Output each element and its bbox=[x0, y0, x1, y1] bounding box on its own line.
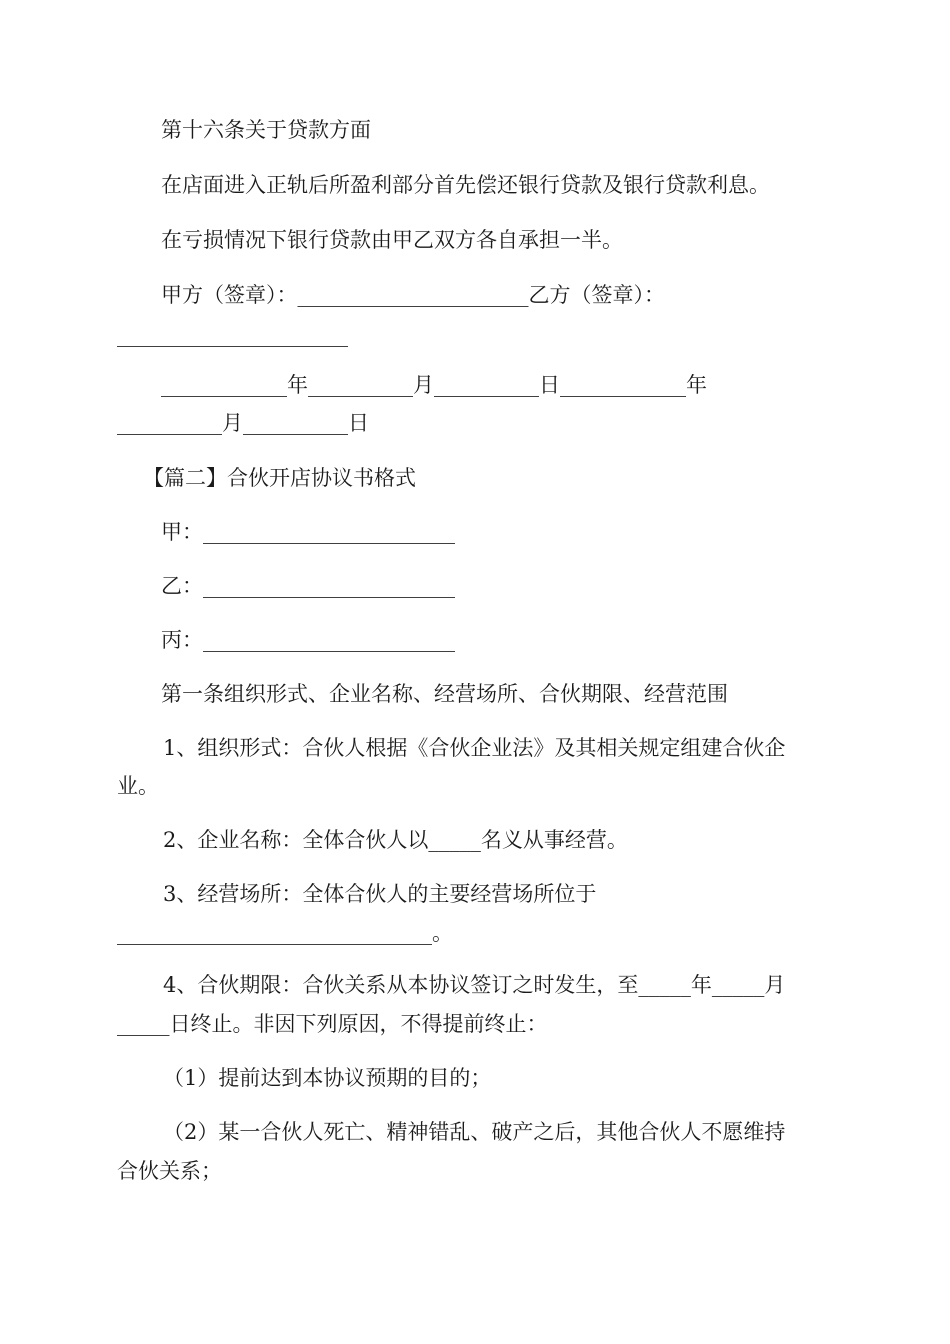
date-line-2: __________月__________日 bbox=[117, 411, 369, 435]
sub-clause-1: （1）提前达到本协议预期的目的； bbox=[163, 1066, 492, 1090]
date-line-1: ____________年__________月__________日____________年 bbox=[161, 373, 707, 397]
sub-clause-2-line-2: 合伙关系； bbox=[117, 1159, 222, 1183]
clause-4-line-1: 4、合伙期限：合伙关系从本协议签订之时发生，至_____年_____月 bbox=[163, 973, 786, 997]
article-16-heading: 第十六条关于贷款方面 bbox=[161, 118, 371, 142]
clause-1-line-2: 业。 bbox=[117, 774, 159, 798]
party-c-line: 丙：________________________ bbox=[161, 628, 455, 652]
party-a-line: 甲：________________________ bbox=[161, 520, 455, 544]
clause-3-line-1: 3、经营场所：全体合伙人的主要经营场所位于 bbox=[163, 882, 597, 906]
party-b-line: 乙：________________________ bbox=[161, 574, 455, 598]
sub-clause-2-line-1: （2）某一合伙人死亡、精神错乱、破产之后，其他合伙人不愿维持 bbox=[163, 1120, 786, 1144]
signature-line-blank: ______________________ bbox=[117, 323, 348, 347]
signature-line-parties: 甲方（签章）：______________________乙方（签章）： bbox=[161, 283, 665, 307]
clause-3-line-2: ______________________________。 bbox=[117, 921, 453, 945]
article-1-heading: 第一条组织形式、企业名称、经营场所、合伙期限、经营范围 bbox=[161, 682, 728, 706]
clause-4-line-2: _____日终止。非因下列原因，不得提前终止： bbox=[117, 1012, 548, 1036]
paragraph-repayment: 在店面进入正轨后所盈利部分首先偿还银行贷款及银行贷款利息。 bbox=[161, 173, 770, 197]
clause-2: 2、企业名称：全体合伙人以_____名义从事经营。 bbox=[163, 828, 628, 852]
clause-1-line-1: 1、组织形式：合伙人根据《合伙企业法》及其相关规定组建合伙企 bbox=[163, 736, 786, 760]
paragraph-loss-sharing: 在亏损情况下银行贷款由甲乙双方各自承担一半。 bbox=[161, 228, 623, 252]
section-heading-part-two: 【篇二】合伙开店协议书格式 bbox=[143, 466, 416, 490]
